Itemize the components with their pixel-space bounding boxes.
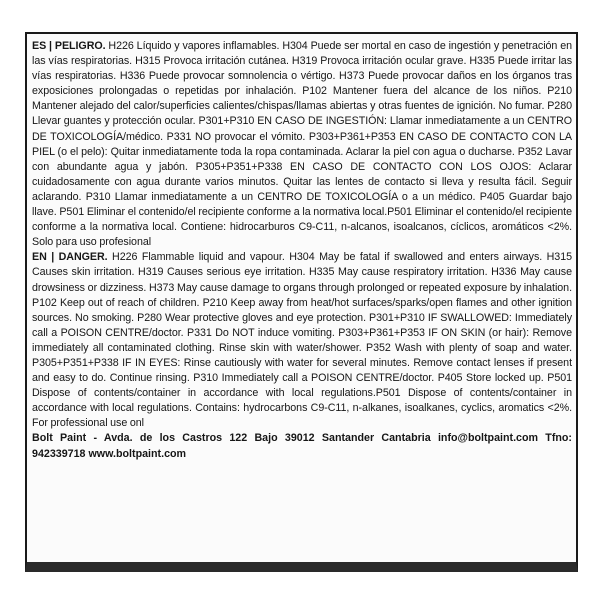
english-hazard-heading: EN | DANGER. [32,251,108,264]
company-website: www.boltpaint.com [88,447,187,460]
company-footer [32,431,572,461]
spanish-hazard-text: H226 Líquido y vapores inflamables. H304 Puede ser mortal en caso de ingestión y penetración en las vías respiratorias. H315 Provoca irritación cutánea. H319 Provoca irritación ocular grave. H335 Puede irritar las vías respiratorias. H336 Puede provocar somnolencia o vértigo. H373 Puede provocar daños en los órganos tras exposiciones prolongadas o repetidas por inhalación. P102 Mantener fuera del alcance de los niños. P210 Mantener alejado del calor/superficies calientes/chispas/llamas abiertas y otras fuentes de ignición. No fumar. P280 Llevar guantes y protección ocular. P301+P310 EN CASO DE INGESTIÓN: Llamar inmediatamente a un CENTRO DE TOXICOLOGÍA/médico. P331 NO provocar el vómito. P303+P361+P353 EN CASO DE CONTACTO CON LA PIEL (o el pelo): Quitar inmediatamente toda la ropa contaminada. Aclarar la piel con agua o ducharse. P352 Lavar con abundante agua y jabón. P305+P351+P338 EN CASO DE CONTACTO CON LOS OJOS: Aclarar cuidadosamente con agua durante varios minutos. Quitar las lentes de contacto si lleva y resulta fácil. Seguir aclarando. P310 Llamar inmediatamente a un CENTRO DE TOXICOLOGÍA o a un médico. P405 Guardar bajo llave. P501 Eliminar el contenido/el recipiente conforme a la normativa local.P501 Eliminar el contenido/el recipiente conforme a la normativa local. Contiene: hidrocarburos C9-C11, n-alcanos, isoalcanos, cíclicos, aromáticos <2%. Solo para uso profesional [32,40,572,249]
english-hazard-paragraph [32,250,572,431]
company-phone: 942339718 [32,447,86,460]
english-hazard-text: H226 Flammable liquid and vapour. H304 May be fatal if swallowed and enters airways. H315 Causes skin irritation. H319 Causes serious eye irritation. H335 May cause respiratory irritation. H336 May cause drowsiness or dizziness. H373 May cause damage to organs through prolonged or repeated exposure by inhalation. P102 Keep out of reach of children. P210 Keep away from heat/hot surfaces/sparks/open flames and other ignition sources. No smoking. P280 Wear protective gloves and eye protection. P301+P310 IF SWALLOWED: Immediately call a POISON CENTRE/doctor. P331 Do NOT induce vomiting. P303+P361+P353 IF ON SKIN (or hair): Remove immediately all contaminated clothing. Rinse skin with water/shower. P352 Wash with plenty of soap and water. P305+P351+P338 IF IN EYES: Rinse cautiously with water for several minutes. Remove contact lenses if present and easy to do. Continue rinsing. P310 Immediately call a POISON CENTRE/doctor. P405 Store locked up. P501 Dispose of contents/container in accordance with local regulations.P501 Dispose of contents/container in accordance with local regulations. Contains: hydrocarbons C9-C11, n-alkanes, isoalkanes, cyclics, aromatics <2%. For professional use onl [32,251,572,430]
company-address: Bolt Paint - Avda. de los Castros 122 Bajo 39012 Santander Cantabria info@boltpaint.com Tfno: [32,432,572,445]
safety-label [25,32,578,572]
spanish-hazard-paragraph [32,39,572,250]
spanish-hazard-heading: ES | PELIGRO. [32,40,106,52]
